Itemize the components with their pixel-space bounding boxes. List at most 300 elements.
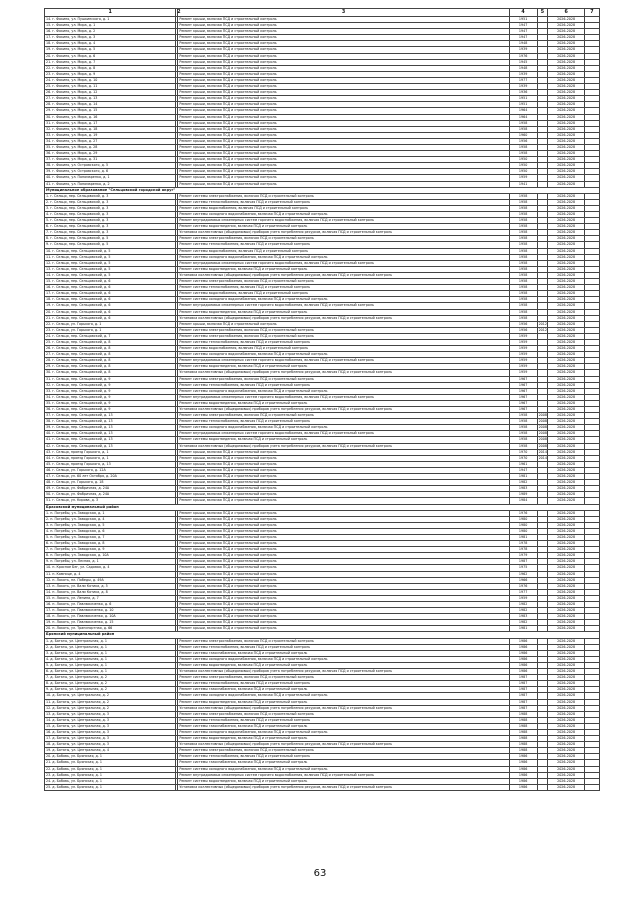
column-header: 1 <box>45 9 176 17</box>
cell-c6: 2026-2028 <box>548 492 585 498</box>
cell-c3: Ремонт системы электроснабжения, включая ПСД и строительный контроль <box>178 675 509 681</box>
cell-c4: 1976 <box>509 510 537 516</box>
cell-c6: 2026-2028 <box>548 474 585 480</box>
cell-c3: Ремонт системы водоотведения, включая ПСД и строительный контроль <box>178 437 509 443</box>
cell-c1: 25. д. Бобовь, ул. Брянская, д. 1 <box>45 784 176 790</box>
cell-c1: 14. п. Локоть, ул. Вали Котика, д. 8 <box>45 589 176 595</box>
cell-c1: 20. п. Локоть, ул. Транспортная, д. 66 <box>45 626 176 632</box>
cell-c3: Установка коллективных (общедомовых) приборов учета потребления ресурсов, включая ПСД и строительный контроль <box>178 705 509 711</box>
cell-c4: 1958 <box>509 443 537 449</box>
cell-c3: Ремонт системы водоотведения, включая ПСД и строительный контроль <box>178 778 509 784</box>
cell-c3: Ремонт системы водоснабжения, включая ПСД и строительный контроль <box>178 248 509 254</box>
cell-c3: Ремонт крыши, включая ПСД и строительный контроль <box>178 84 509 90</box>
cell-c4: 1958 <box>509 126 537 132</box>
cell-c3: Ремонт системы холодного водоснабжения, включая ПСД и строительный контроль <box>178 729 509 735</box>
cell-c3: Ремонт системы водоснабжения, включая ПСД и строительный контроль <box>178 291 509 297</box>
cell-c6: 2026-2028 <box>548 260 585 266</box>
cell-c6: 2026-2028 <box>548 723 585 729</box>
cell-c6: 2026-2028 <box>548 35 585 41</box>
cell-c4: 1986 <box>509 644 537 650</box>
cell-c4: 1950 <box>509 169 537 175</box>
cell-c3: Установка коллективных (общедомовых) приборов учета потребления ресурсов, включая ПСД и строительный контроль <box>178 370 509 376</box>
cell-c4: 1951 <box>509 17 537 23</box>
cell-c1: 16. г. Фокино, ул. Мира, д. 2 <box>45 29 176 35</box>
cell-c4: 1958 <box>509 272 537 278</box>
cell-c6: 2026-2028 <box>548 169 585 175</box>
cell-c3: Ремонт системы холодного водоснабжения, включая ПСД и строительный контроль <box>178 693 509 699</box>
cell-c1: 3. д. Батагы, ул. Центральная, д. 1 <box>45 650 176 656</box>
cell-c6: 2026-2028 <box>548 151 585 157</box>
cell-c1: 14. г. Фокино, ул. Пушкинского, д. 1 <box>45 17 176 23</box>
cell-c1: 20. г. Фокино, ул. Мира, д. 6 <box>45 53 176 59</box>
cell-c4: 1979 <box>509 553 537 559</box>
cell-c1: 38. г. Сельцо, пер. Сельцовский, д. 13 <box>45 419 176 425</box>
cell-c3: Ремонт крыши, включая ПСД и строительный контроль <box>178 181 509 187</box>
cell-c4: 1958 <box>509 218 537 224</box>
cell-c1: 33. г. Фокино, ул. Мира, д. 19 <box>45 132 176 138</box>
cell-c1: 27. г. Сельцо, пер. Сельцовский, д. 8 <box>45 352 176 358</box>
cell-c1: 26. г. Фокино, ул. Мира, д. 12 <box>45 90 176 96</box>
cell-c4: 1951 <box>509 102 537 108</box>
cell-c3: Ремонт крыши, включая ПСД и строительный контроль <box>178 486 509 492</box>
cell-c6: 2026-2028 <box>548 638 585 644</box>
cell-c1: 10. д. Батагы, ул. Центральная, д. 2 <box>45 693 176 699</box>
column-header: 7 <box>584 9 599 17</box>
cell-c6: 2026-2028 <box>548 382 585 388</box>
cell-c3: Ремонт системы электроснабжения, включая ПСД и строительный контроль <box>178 193 509 199</box>
cell-c3: Установка коллективных (общедомовых) приборов учета потребления ресурсов, включая ПСД и строительный контроль <box>178 230 509 236</box>
cell-c1: 47. г. Сельцо, ул. 60 лет Октября, д. 20А <box>45 474 176 480</box>
cell-c4: 1980 <box>509 516 537 522</box>
cell-c6: 2026-2028 <box>548 388 585 394</box>
cell-c1: 2. д. Батагы, ул. Центральная, д. 1 <box>45 644 176 650</box>
cell-c6: 2026-2028 <box>548 766 585 772</box>
cell-c1: 44. г. Сельцо, проезд Горького, д. 1 <box>45 455 176 461</box>
cell-c1: 11. г. Сельцо, пер. Сельцовский, д. 5 <box>45 254 176 260</box>
cell-c6: 2026-2028 <box>548 108 585 114</box>
cell-c4: 1982 <box>509 608 537 614</box>
cell-c4: 1964 <box>509 108 537 114</box>
cell-c6: 2026-2028 <box>548 413 585 419</box>
cell-c4: 1987 <box>509 559 537 565</box>
cell-c1: 8. п. Погребы, ул. Заводская, д. 10А <box>45 553 176 559</box>
cell-c1: 13. д. Батагы, ул. Центральная, д. 3 <box>45 711 176 717</box>
cell-c1: 32. г. Сельцо, пер. Сельцовский, д. 9 <box>45 382 176 388</box>
cell-c6: 2026-2028 <box>548 486 585 492</box>
cell-c3: Ремонт крыши, включая ПСД и строительный контроль <box>178 583 509 589</box>
cell-c1: 19. г. Сельцо, пер. Сельцовский, д. 6 <box>45 303 176 309</box>
cell-c1: 15. г. Сельцо, пер. Сельцовский, д. 6 <box>45 279 176 285</box>
cell-c3: Ремонт системы холодного водоснабжения, включая ПСД и строительный контроль <box>178 656 509 662</box>
cell-c1: 21. д. Бобовь, ул. Брянская, д. 1 <box>45 760 176 766</box>
cell-c4: 1958 <box>509 419 537 425</box>
cell-c6: 2026-2028 <box>548 528 585 534</box>
cell-c4: 1958 <box>509 431 537 437</box>
cell-c5: 2014 <box>538 455 547 460</box>
cell-c6: 2026-2028 <box>548 242 585 248</box>
cell-c4: 1958 <box>509 212 537 218</box>
cell-c3: Ремонт системы газоснабжения, включая ПСД и строительный контроль <box>178 650 509 656</box>
cell-c4: 1982 <box>509 602 537 608</box>
cell-c3: Ремонт внутридомовых инженерных систем горячего водоснабжения, включая ПСД и строительный контроль <box>178 772 509 778</box>
cell-c3: Ремонт крыши, включая ПСД и строительный контроль <box>178 29 509 35</box>
cell-c6: 2026-2028 <box>548 181 585 187</box>
cell-c1: 24. г. Сельцо, пер. Сельцовский, д. 7 <box>45 333 176 339</box>
cell-c6: 2026-2028 <box>548 565 585 571</box>
cell-c1: 37. г. Сельцо, пер. Сельцовский, д. 13 <box>45 413 176 419</box>
cell-c3: Ремонт крыши, включая ПСД и строительный контроль <box>178 571 509 577</box>
cell-c3: Ремонт крыши, включая ПСД и строительный контроль <box>178 577 509 583</box>
cell-c3: Ремонт крыши, включая ПСД и строительный контроль <box>178 614 509 620</box>
cell-c4: 1958 <box>509 248 537 254</box>
cell-c3: Установка коллективных (общедомовых) приборов учета потребления ресурсов, включая ПСД и строительный контроль <box>178 784 509 790</box>
cell-c6: 2026-2028 <box>548 96 585 102</box>
cell-c6: 2026-2028 <box>548 559 585 565</box>
cell-c3: Ремонт системы водоснабжения, включая ПСД и строительный контроль <box>178 205 509 211</box>
cell-c4: 1956 <box>509 327 537 333</box>
cell-c1: 12. п. Локоть, пл. Победы, д. 49А <box>45 577 176 583</box>
cell-c6: 2026-2028 <box>548 431 585 437</box>
cell-c4: 1948 <box>509 41 537 47</box>
cell-c1: 23. г. Сельцо, ул. Горького, д. 1 <box>45 327 176 333</box>
cell-c4: 1988 <box>509 723 537 729</box>
cell-c3: Ремонт крыши, включая ПСД и строительный контроль <box>178 461 509 467</box>
cell-c4: 1986 <box>509 669 537 675</box>
cell-c3: Ремонт крыши, включая ПСД и строительный контроль <box>178 510 509 516</box>
cell-c3: Ремонт внутридомовых инженерных систем горячего водоснабжения, включая ПСД и строительный контроль <box>178 260 509 266</box>
cell-c1: 1. п. Погребы, ул. Заводская, д. 1 <box>45 510 176 516</box>
cell-c1: 46. г. Сельцо, ул. Горького, д. 12А <box>45 467 176 473</box>
cell-c4: 1986 <box>509 760 537 766</box>
cell-c1: 40. г. Сельцо, пер. Сельцовский, д. 13 <box>45 431 176 437</box>
cell-c4: 1936 <box>509 90 537 96</box>
cell-c4: 1958 <box>509 309 537 315</box>
cell-c3: Ремонт крыши, включая ПСД и строительный контроль <box>178 175 509 181</box>
cell-c4: 1958 <box>509 236 537 242</box>
cell-c1: 12. д. Батагы, ул. Центральная, д. 2 <box>45 705 176 711</box>
cell-c1: 20. г. Сельцо, пер. Сельцовский, д. 6 <box>45 309 176 315</box>
cell-c6: 2026-2028 <box>548 662 585 668</box>
cell-c3: Ремонт системы электроснабжения, включая ПСД и строительный контроль <box>178 327 509 333</box>
column-header: 6 <box>548 9 585 17</box>
cell-c1: 40. г. Фокино, ул. Пономаренко, д. 1 <box>45 175 176 181</box>
cell-c5: 2008 <box>538 413 547 418</box>
cell-c1: 14. г. Сельцо, пер. Сельцовский, д. 5 <box>45 272 176 278</box>
cell-c1: 16. д. Батагы, ул. Центральная, д. 3 <box>45 729 176 735</box>
cell-c4: 1986 <box>509 772 537 778</box>
cell-c6: 2026-2028 <box>548 498 585 504</box>
cell-c3: Ремонт крыши, включая ПСД и строительный контроль <box>178 132 509 138</box>
cell-c1: 21. г. Фокино, ул. Мира, д. 7 <box>45 59 176 65</box>
cell-c1: 3. п. Погребы, ул. Заводская, д. 5 <box>45 522 176 528</box>
cell-c6: 2026-2028 <box>548 309 585 315</box>
cell-c4: 1959 <box>509 175 537 181</box>
cell-c4: 1986 <box>509 784 537 790</box>
cell-c4: 1967 <box>509 407 537 413</box>
cell-c6: 2026-2028 <box>548 102 585 108</box>
cell-c4: 1958 <box>509 205 537 211</box>
cell-c6: 2026-2028 <box>548 784 585 790</box>
cell-c6: 2026-2028 <box>548 699 585 705</box>
cell-c6: 2026-2028 <box>548 175 585 181</box>
cell-c6: 2026-2028 <box>548 346 585 352</box>
cell-c3: Ремонт системы водоотведения, включая ПСД и строительный контроль <box>178 736 509 742</box>
cell-c6: 2026-2028 <box>548 778 585 784</box>
cell-c3: Ремонт крыши, включая ПСД и строительный контроль <box>178 23 509 29</box>
cell-c3: Ремонт системы газоснабжения, включая ПСД и строительный контроль <box>178 760 509 766</box>
cell-c1: 23. г. Фокино, ул. Мира, д. 9 <box>45 71 176 77</box>
cell-c3: Ремонт системы теплоснабжения, включая ПСД и строительный контроль <box>178 644 509 650</box>
cell-c1: 9. д. Батагы, ул. Центральная, д. 2 <box>45 687 176 693</box>
cell-c3: Ремонт системы теплоснабжения, включая ПСД и строительный контроль <box>178 419 509 425</box>
cell-c1: 5. п. Погребы, ул. Заводская, д. 7 <box>45 534 176 540</box>
cell-c6: 2026-2028 <box>548 608 585 614</box>
cell-c4: 1958 <box>509 297 537 303</box>
cell-c6: 2026-2028 <box>548 748 585 754</box>
cell-c6: 2026-2028 <box>548 47 585 53</box>
cell-c1: 50. г. Сельцо, ул. Фабричная, д. 24А <box>45 492 176 498</box>
cell-c6: 2026-2028 <box>548 595 585 601</box>
cell-c4: 1987 <box>509 681 537 687</box>
cell-c4: 1941 <box>509 181 537 187</box>
cell-c1: 12. г. Сельцо, пер. Сельцовский, д. 5 <box>45 260 176 266</box>
cell-c4: 1958 <box>509 285 537 291</box>
cell-c6: 2026-2028 <box>548 212 585 218</box>
cell-c4: 1956 <box>509 138 537 144</box>
cell-c1: 35. г. Сельцо, пер. Сельцовский, д. 9 <box>45 400 176 406</box>
cell-c6: 2026-2028 <box>548 553 585 559</box>
cell-c1: 43. г. Сельцо, проезд Горького, д. 1 <box>45 449 176 455</box>
cell-c6: 2026-2028 <box>548 364 585 370</box>
cell-c6: 2026-2028 <box>548 205 585 211</box>
section-title: Муниципальное образование "Сельцовский городской округ" <box>45 187 600 193</box>
cell-c4: 1967 <box>509 388 537 394</box>
cell-c3: Ремонт системы теплоснабжения, включая ПСД и строительный контроль <box>178 285 509 291</box>
cell-c6: 2026-2028 <box>548 675 585 681</box>
cell-c3: Ремонт внутридомовых инженерных систем горячего водоснабжения, включая ПСД и строительный контроль <box>178 303 509 309</box>
cell-c3: Ремонт крыши, включая ПСД и строительный контроль <box>178 516 509 522</box>
cell-c3: Ремонт крыши, включая ПСД и строительный контроль <box>178 480 509 486</box>
cell-c1: 18. п. Локоть, ул. Павлюкиченко, д. 10А <box>45 614 176 620</box>
cell-c6: 2026-2028 <box>548 754 585 760</box>
cell-c4: 1939 <box>509 71 537 77</box>
cell-c3: Ремонт крыши, включая ПСД и строительный контроль <box>178 169 509 175</box>
cell-c6: 2026-2028 <box>548 193 585 199</box>
cell-c4: 1958 <box>509 199 537 205</box>
cell-c4: 1986 <box>509 766 537 772</box>
cell-c1: 30. г. Фокино, ул. Мира, д. 16 <box>45 114 176 120</box>
cell-c3: Ремонт крыши, включая ПСД и строительный контроль <box>178 498 509 504</box>
cell-c6: 2026-2028 <box>548 669 585 675</box>
cell-c4: 1987 <box>509 705 537 711</box>
cell-c1: 1. г. Сельцо, пер. Сельцовский, д. 3 <box>45 193 176 199</box>
cell-c1: 39. г. Фокино, ул. Островского, д. 6 <box>45 169 176 175</box>
cell-c6: 2026-2028 <box>548 370 585 376</box>
cell-c6: 2026-2028 <box>548 620 585 626</box>
cell-c3: Ремонт системы электроснабжения, включая ПСД и строительный контроль <box>178 376 509 382</box>
cell-c1: 16. г. Сельцо, пер. Сельцовский, д. 6 <box>45 285 176 291</box>
cell-c4: 1958 <box>509 151 537 157</box>
cell-c6: 2026-2028 <box>548 279 585 285</box>
cell-c3: Ремонт крыши, включая ПСД и строительный контроль <box>178 151 509 157</box>
cell-c1: 4. д. Батагы, ул. Центральная, д. 1 <box>45 656 176 662</box>
cell-c6: 2026-2028 <box>548 534 585 540</box>
cell-c6: 2026-2028 <box>548 90 585 96</box>
cell-c1: 19. г. Фокино, ул. Мира, д. 5 <box>45 47 176 53</box>
cell-c4: 1976 <box>509 53 537 59</box>
cell-c1: 1. д. Батагы, ул. Центральная, д. 1 <box>45 638 176 644</box>
cell-c6: 2026-2028 <box>548 419 585 425</box>
cell-c4: 1983 <box>509 614 537 620</box>
cell-c3: Ремонт системы электроснабжения, включая ПСД и строительный контроль <box>178 413 509 419</box>
cell-c6: 2026-2028 <box>548 577 585 583</box>
cell-c6: 2026-2028 <box>548 321 585 327</box>
cell-c4: 1978 <box>509 547 537 553</box>
cell-c3: Ремонт крыши, включая ПСД и строительный контроль <box>178 595 509 601</box>
cell-c4: 1970 <box>509 449 537 455</box>
cell-c3: Ремонт системы электроснабжения, включая ПСД и строительный контроль <box>178 638 509 644</box>
cell-c5 <box>537 784 548 790</box>
cell-c4: 1977 <box>509 77 537 83</box>
cell-c3: Ремонт системы электроснабжения, включая ПСД и строительный контроль <box>178 711 509 717</box>
cell-c6: 2026-2028 <box>548 772 585 778</box>
cell-c6: 2026-2028 <box>548 425 585 431</box>
cell-c6: 2026-2028 <box>548 266 585 272</box>
cell-c6: 2026-2028 <box>548 120 585 126</box>
cell-c3: Ремонт крыши, включая ПСД и строительный контроль <box>178 608 509 614</box>
cell-c3: Ремонт системы теплоснабжения, включая ПСД и строительный контроль <box>178 339 509 345</box>
cell-c4: 1981 <box>509 534 537 540</box>
cell-c1: 9. п. Погребы, ул. Лесная, д. 1 <box>45 559 176 565</box>
cell-c1: 41. г. Сельцо, пер. Сельцовский, д. 13 <box>45 437 176 443</box>
cell-c3: Установка коллективных (общедомовых) приборов учета потребления ресурсов, включая ПСД и строительный контроль <box>178 272 509 278</box>
cell-c1: 36. г. Фокино, ул. Мира, д. 29 <box>45 151 176 157</box>
cell-c3: Ремонт крыши, включая ПСД и строительный контроль <box>178 102 509 108</box>
cell-c6: 2026-2028 <box>548 687 585 693</box>
cell-c1: 21. г. Сельцо, пер. Сельцовский, д. 6 <box>45 315 176 321</box>
cell-c6: 2026-2028 <box>548 59 585 65</box>
cell-c1: 41. г. Фокино, ул. Пономаренко, д. 2 <box>45 181 176 187</box>
cell-c3: Ремонт системы водоснабжения, включая ПСД и строительный контроль <box>178 346 509 352</box>
cell-c6: 2026-2028 <box>548 760 585 766</box>
cell-c3: Ремонт системы газоснабжения, включая ПСД и строительный контроль <box>178 723 509 729</box>
cell-c4: 1956 <box>509 321 537 327</box>
cell-c3: Ремонт внутридомовых инженерных систем горячего водоснабжения, включая ПСД и строительный контроль <box>178 358 509 364</box>
cell-c3: Установка коллективных (общедомовых) приборов учета потребления ресурсов, включая ПСД и строительный контроль <box>178 742 509 748</box>
cell-c4: 1988 <box>509 748 537 754</box>
cell-c3: Ремонт системы теплоснабжения, включая ПСД и строительный контроль <box>178 681 509 687</box>
cell-c6: 2026-2028 <box>548 449 585 455</box>
cell-c1: 17. г. Сельцо, пер. Сельцовский, д. 6 <box>45 291 176 297</box>
cell-c4: 1958 <box>509 279 537 285</box>
cell-c1: 5. г. Сельцо, пер. Сельцовский, д. 3 <box>45 218 176 224</box>
cell-c1: 2. г. Сельцо, пер. Сельцовский, д. 3 <box>45 199 176 205</box>
cell-c6: 2026-2028 <box>548 303 585 309</box>
cell-c3: Ремонт крыши, включая ПСД и строительный контроль <box>178 157 509 163</box>
cell-c4: 1958 <box>509 224 537 230</box>
cell-c1: 4. п. Погребы, ул. Заводская, д. 6 <box>45 528 176 534</box>
cell-c1: 45. г. Сельцо, проезд Горького, д. 13 <box>45 461 176 467</box>
cell-c1: 39. г. Сельцо, пер. Сельцовский, д. 13 <box>45 425 176 431</box>
cell-c3: Ремонт крыши, включая ПСД и строительный контроль <box>178 449 509 455</box>
cell-c6: 2026-2028 <box>548 742 585 748</box>
cell-c3: Ремонт системы водоотведения, включая ПСД и строительный контроль <box>178 400 509 406</box>
cell-c1: 51. г. Сельцо, ул. Кирова, д. 3 <box>45 498 176 504</box>
cell-c4: 1950 <box>509 157 537 163</box>
cell-c6: 2026-2028 <box>548 248 585 254</box>
cell-c3: Ремонт крыши, включая ПСД и строительный контроль <box>178 547 509 553</box>
cell-c6: 2026-2028 <box>548 224 585 230</box>
cell-c5: 2014 <box>538 449 547 454</box>
cell-c1: 29. г. Фокино, ул. Мира, д. 15 <box>45 108 176 114</box>
cell-c6: 2026-2028 <box>548 522 585 528</box>
cell-c4: 1958 <box>509 254 537 260</box>
cell-c4: 1958 <box>509 291 537 297</box>
cell-c3: Ремонт системы холодного водоснабжения, включая ПСД и строительный контроль <box>178 254 509 260</box>
cell-c4: 1986 <box>509 650 537 656</box>
cell-c4: 1958 <box>509 144 537 150</box>
cell-c6: 2026-2028 <box>548 480 585 486</box>
cell-c3: Ремонт крыши, включая ПСД и строительный контроль <box>178 467 509 473</box>
cell-c6: 2026-2028 <box>548 84 585 90</box>
cell-c4: 1966 <box>509 577 537 583</box>
cell-c3: Ремонт крыши, включая ПСД и строительный контроль <box>178 90 509 96</box>
cell-c3: Ремонт крыши, включая ПСД и строительный контроль <box>178 602 509 608</box>
section-title: Брасовский муниципальный район <box>45 504 600 510</box>
cell-c3: Ремонт системы холодного водоснабжения, включая ПСД и строительный контроль <box>178 352 509 358</box>
cell-c6: 2026-2028 <box>548 254 585 260</box>
cell-c6: 2026-2028 <box>548 230 585 236</box>
cell-c6: 2026-2028 <box>548 138 585 144</box>
cell-c6: 2026-2028 <box>548 571 585 577</box>
cell-c4: 1958 <box>509 260 537 266</box>
cell-c4: 1948 <box>509 65 537 71</box>
cell-c6: 2026-2028 <box>548 467 585 473</box>
cell-c6: 2026-2028 <box>548 41 585 47</box>
cell-c1: 15. г. Фокино, ул. Мира, д. 1 <box>45 23 176 29</box>
cell-c1: 25. г. Сельцо, пер. Сельцовский, д. 8 <box>45 339 176 345</box>
cell-c6: 2026-2028 <box>548 272 585 278</box>
cell-c6: 2026-2028 <box>548 693 585 699</box>
cell-c4: 1947 <box>509 23 537 29</box>
cell-c1: 28. г. Фокино, ул. Мира, д. 14 <box>45 102 176 108</box>
cell-c6: 2026-2028 <box>548 717 585 723</box>
cell-c1: 10. п. Красное Бег, ул. Садовая, д. 4 <box>45 565 176 571</box>
cell-c4: 1958 <box>509 230 537 236</box>
cell-c6: 2026-2028 <box>548 400 585 406</box>
cell-c1: 22. г. Сельцо, ул. Горького, д. 1 <box>45 321 176 327</box>
cell-c3: Ремонт крыши, включая ПСД и строительный контроль <box>178 17 509 23</box>
cell-c3: Ремонт крыши, включая ПСД и строительный контроль <box>178 77 509 83</box>
cell-c3: Ремонт крыши, включая ПСД и строительный контроль <box>178 553 509 559</box>
cell-c1: 13. п. Локоть, ул. Вали Котика, д. 5 <box>45 583 176 589</box>
section-title: Брянский муниципальный район <box>45 632 600 638</box>
cell-c4: 1961 <box>509 461 537 467</box>
cell-c6: 2026-2028 <box>548 199 585 205</box>
cell-c6: 2026-2028 <box>548 376 585 382</box>
cell-c4: 1967 <box>509 394 537 400</box>
cell-c1: 7. г. Сельцо, пер. Сельцовский, д. 3 <box>45 230 176 236</box>
cell-c3: Ремонт системы водоотведения, включая ПСД и строительный контроль <box>178 224 509 230</box>
cell-c3: Ремонт крыши, включая ПСД и строительный контроль <box>178 96 509 102</box>
cell-c1: 24. г. Фокино, ул. Мира, д. 10 <box>45 77 176 83</box>
cell-c4: 1951 <box>509 96 537 102</box>
cell-c6: 2026-2028 <box>548 394 585 400</box>
cell-c4: 1976 <box>509 583 537 589</box>
cell-c3: Ремонт системы электроснабжения, включая ПСД и строительный контроль <box>178 279 509 285</box>
cell-c6: 2026-2028 <box>548 461 585 467</box>
cell-c3: Ремонт крыши, включая ПСД и строительный контроль <box>178 522 509 528</box>
